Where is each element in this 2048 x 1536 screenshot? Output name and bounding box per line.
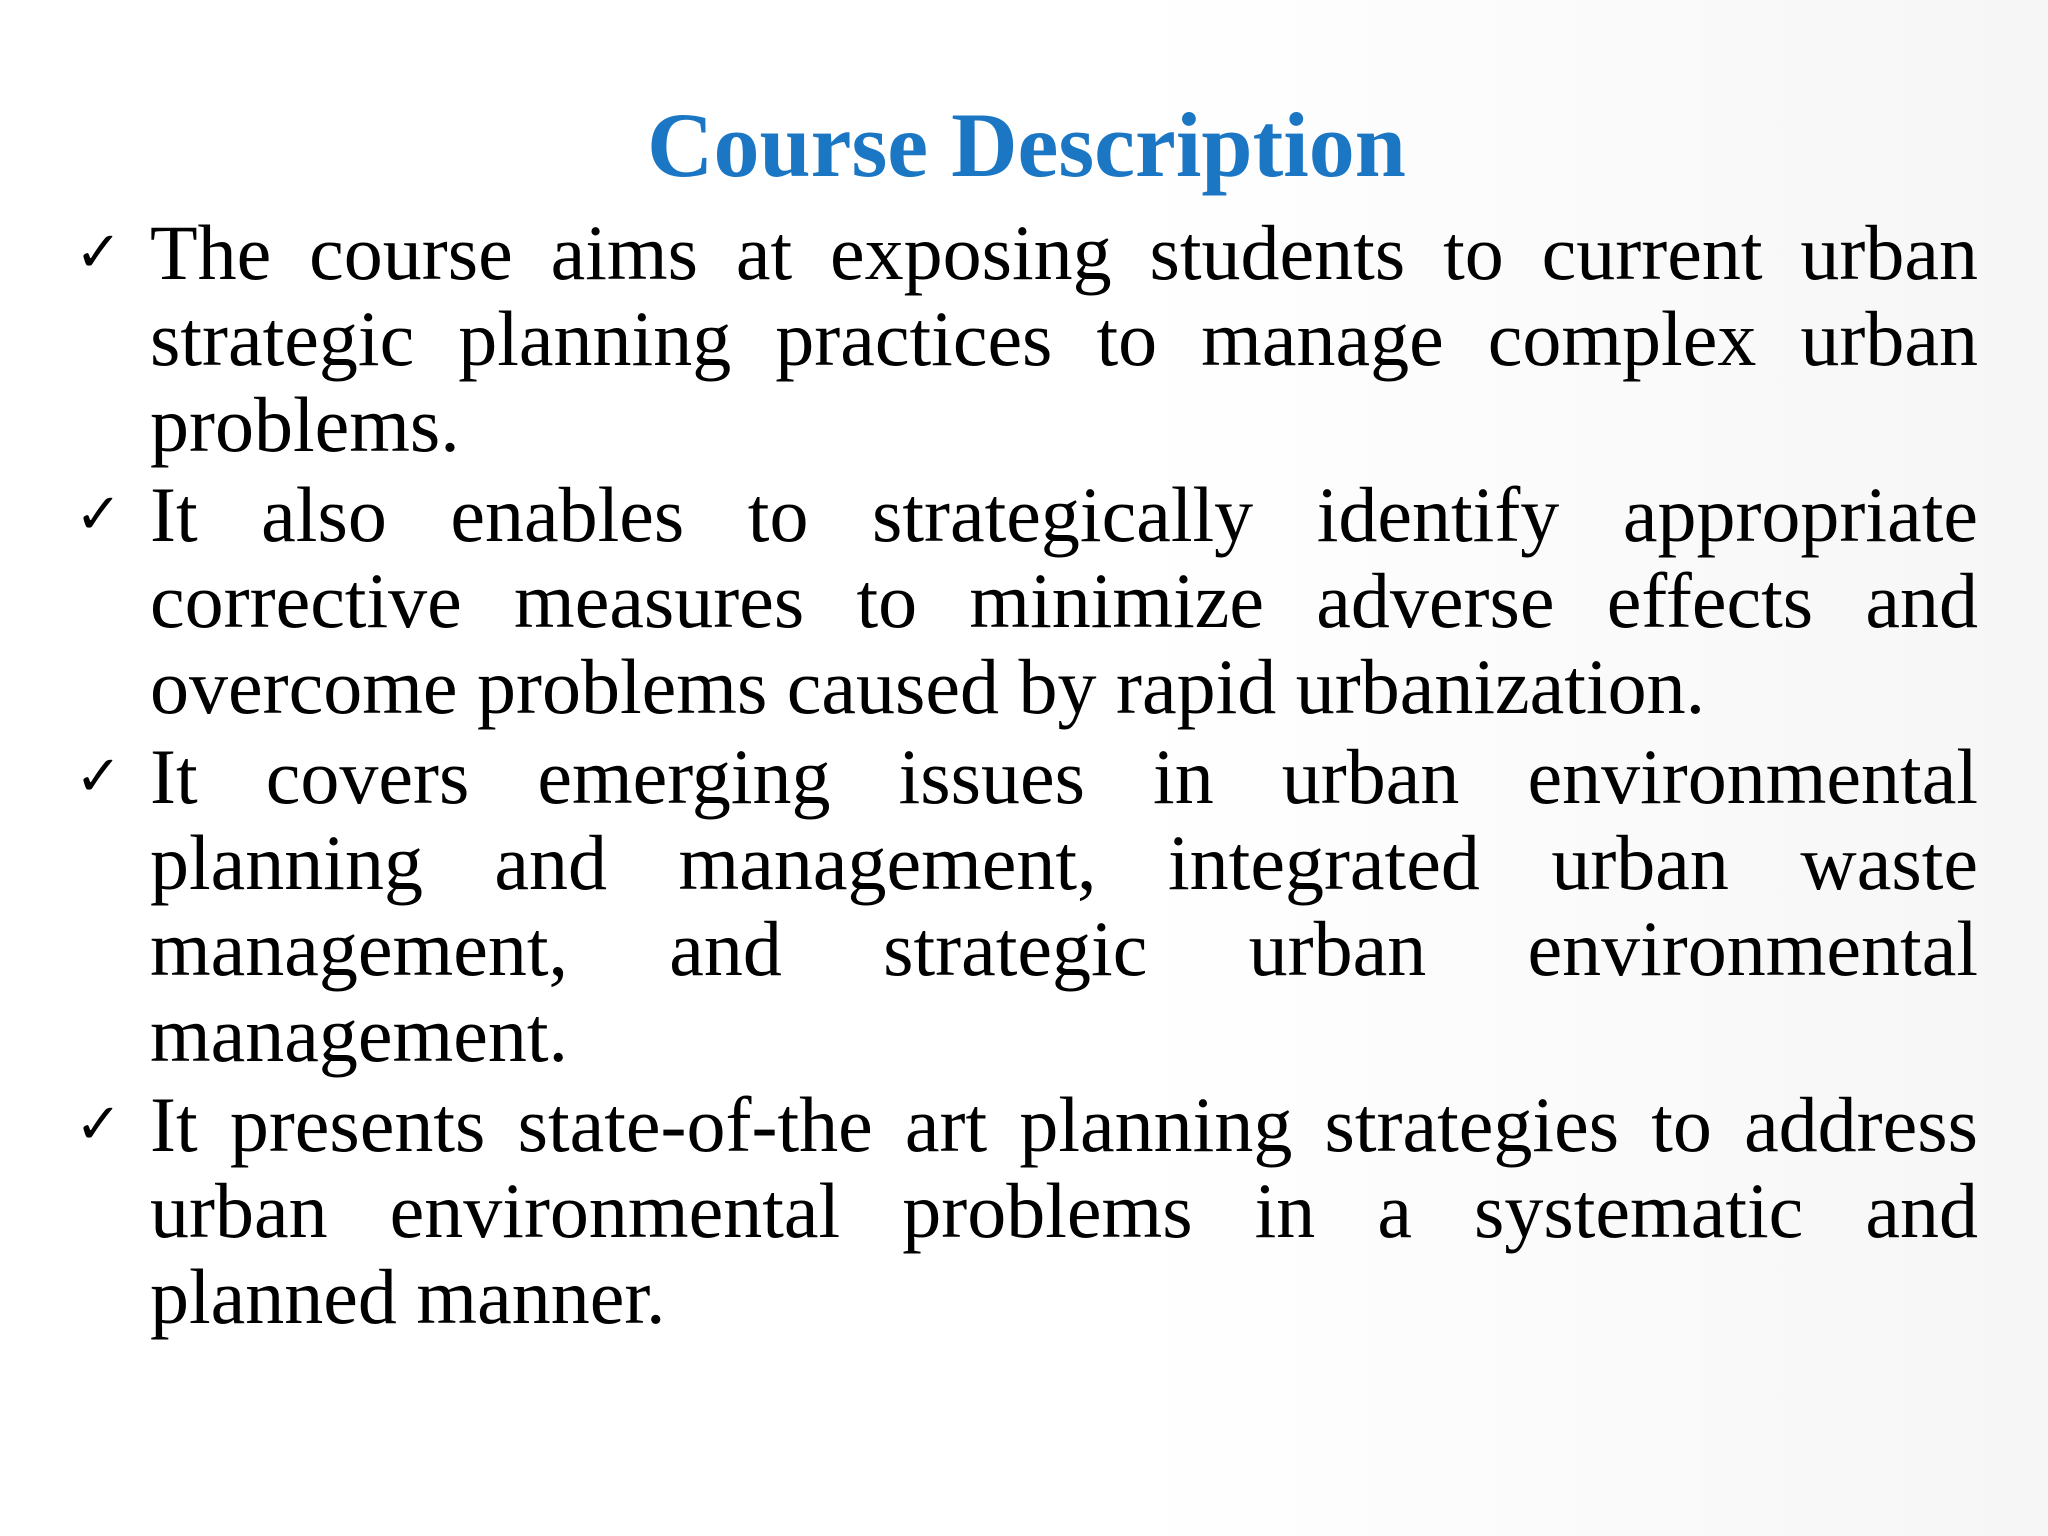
checkmark-icon: ✓	[75, 482, 122, 547]
bullet-text: It covers emerging issues in urban environmental planning and management, integrated urban waste management, and strategic urban environmental management.	[150, 733, 1978, 1078]
checkmark-icon: ✓	[75, 744, 122, 809]
bullet-item	[75, 472, 1978, 730]
bullet-item	[75, 734, 1978, 1078]
bullet-text: The course aims at exposing students to current urban strategic planning practices to manage complex urban problems.	[150, 209, 1978, 468]
slide-title: Course Description	[647, 94, 1406, 196]
checkmark-icon: ✓	[75, 1092, 122, 1157]
bullet-text: It presents state-of-the art planning strategies to address urban environmental problems in a systematic and planned manner.	[150, 1081, 1978, 1340]
bullet-text: It also enables to strategically identify appropriate corrective measures to minimize adverse effects and overcome problems caused by rapid urbanization.	[150, 471, 1978, 730]
bullet-list	[75, 210, 1978, 1340]
bullet-item	[75, 210, 1978, 468]
checkmark-icon: ✓	[75, 220, 122, 285]
bullet-item	[75, 1082, 1978, 1340]
